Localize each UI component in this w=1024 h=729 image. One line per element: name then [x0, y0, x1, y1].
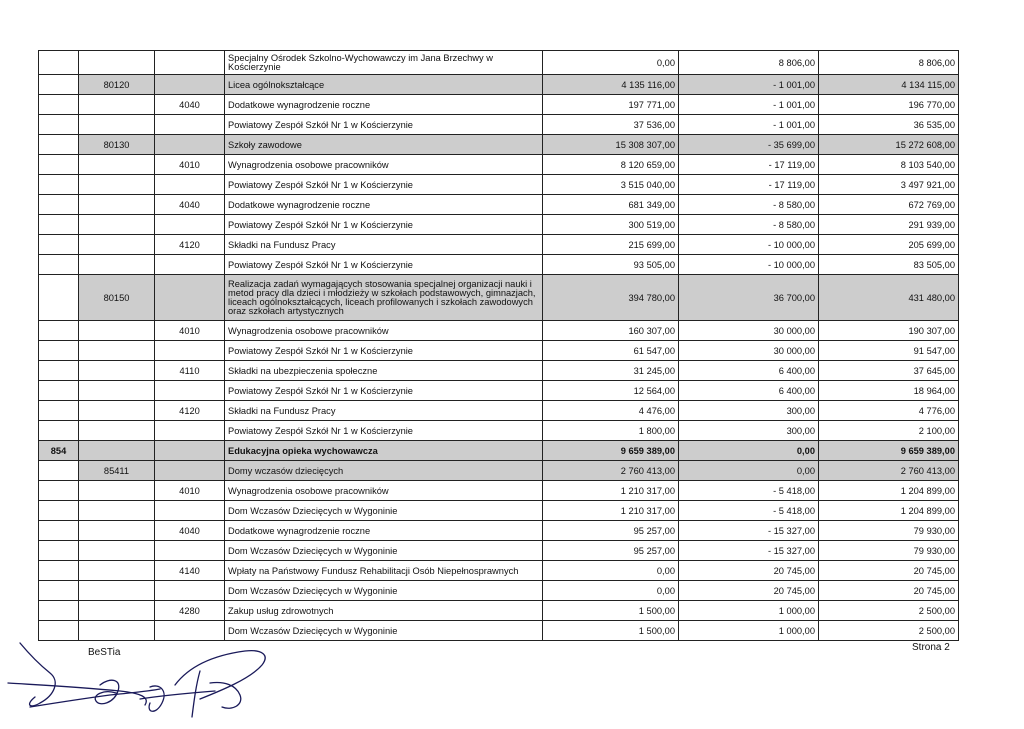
rozdzial-code-cell: [79, 95, 155, 115]
dzial-code-cell: [39, 75, 79, 95]
dzial-code-cell: [39, 95, 79, 115]
paragraf-code-cell: [155, 581, 225, 601]
budget-table: [38, 50, 959, 641]
dzial-code-cell: [39, 215, 79, 235]
paragraf-code-cell: 4110: [155, 361, 225, 381]
dzial-code-cell: [39, 51, 79, 75]
dzial-code-cell: [39, 561, 79, 581]
amount-after-change-cell: 79 930,00: [819, 521, 959, 541]
table-row: [39, 75, 959, 95]
rozdzial-code-cell: [79, 195, 155, 215]
table-row: [39, 601, 959, 621]
plan-amount-cell: 2 760 413,00: [543, 461, 679, 481]
paragraf-code-cell: [155, 115, 225, 135]
signature: [0, 625, 280, 729]
change-amount-cell: 6 400,00: [679, 381, 819, 401]
change-amount-cell: - 8 580,00: [679, 195, 819, 215]
table-row: [39, 255, 959, 275]
plan-amount-cell: 12 564,00: [543, 381, 679, 401]
change-amount-cell: - 17 119,00: [679, 155, 819, 175]
plan-amount-cell: 1 210 317,00: [543, 481, 679, 501]
table-row: [39, 401, 959, 421]
change-amount-cell: 8 806,00: [679, 51, 819, 75]
item-name-cell: Składki na Fundusz Pracy: [225, 401, 543, 421]
dzial-code-cell: [39, 321, 79, 341]
table-row: [39, 95, 959, 115]
rozdzial-code-cell: [79, 441, 155, 461]
item-name-cell: Licea ogólnokształcące: [225, 75, 543, 95]
amount-after-change-cell: 18 964,00: [819, 381, 959, 401]
change-amount-cell: 300,00: [679, 401, 819, 421]
dzial-code-cell: [39, 401, 79, 421]
dzial-code-cell: [39, 541, 79, 561]
table-row: [39, 195, 959, 215]
item-name-cell: Powiatowy Zespół Szkół Nr 1 w Kościerzynie: [225, 215, 543, 235]
change-amount-cell: 36 700,00: [679, 275, 819, 321]
paragraf-code-cell: 4010: [155, 481, 225, 501]
rozdzial-code-cell: [79, 51, 155, 75]
plan-amount-cell: 93 505,00: [543, 255, 679, 275]
change-amount-cell: - 5 418,00: [679, 501, 819, 521]
item-name-cell: Powiatowy Zespół Szkół Nr 1 w Kościerzynie: [225, 341, 543, 361]
dzial-code-cell: [39, 361, 79, 381]
amount-after-change-cell: 8 806,00: [819, 51, 959, 75]
table-row: [39, 561, 959, 581]
table-row: [39, 275, 959, 321]
amount-after-change-cell: 37 645,00: [819, 361, 959, 381]
item-name-cell: Dom Wczasów Dziecięcych w Wygoninie: [225, 621, 543, 641]
dzial-code-cell: [39, 275, 79, 321]
amount-after-change-cell: 291 939,00: [819, 215, 959, 235]
plan-amount-cell: 300 519,00: [543, 215, 679, 235]
change-amount-cell: - 1 001,00: [679, 95, 819, 115]
paragraf-code-cell: [155, 501, 225, 521]
item-name-cell: Szkoły zawodowe: [225, 135, 543, 155]
dzial-code-cell: [39, 175, 79, 195]
item-name-cell: Domy wczasów dziecięcych: [225, 461, 543, 481]
rozdzial-code-cell: [79, 175, 155, 195]
rozdzial-code-cell: [79, 601, 155, 621]
table-row: [39, 441, 959, 461]
amount-after-change-cell: 2 500,00: [819, 601, 959, 621]
paragraf-code-cell: 4010: [155, 155, 225, 175]
dzial-code-cell: [39, 255, 79, 275]
amount-after-change-cell: 672 769,00: [819, 195, 959, 215]
change-amount-cell: - 1 001,00: [679, 115, 819, 135]
change-amount-cell: - 17 119,00: [679, 175, 819, 195]
item-name-cell: Powiatowy Zespół Szkół Nr 1 w Kościerzynie: [225, 255, 543, 275]
item-name-cell: Wpłaty na Państwowy Fundusz Rehabilitacji Osób Niepełnosprawnych: [225, 561, 543, 581]
rozdzial-code-cell: [79, 215, 155, 235]
plan-amount-cell: 1 800,00: [543, 421, 679, 441]
paragraf-code-cell: [155, 255, 225, 275]
change-amount-cell: - 5 418,00: [679, 481, 819, 501]
dzial-code-cell: [39, 115, 79, 135]
plan-amount-cell: 0,00: [543, 561, 679, 581]
table-row: [39, 175, 959, 195]
dzial-code-cell: 854: [39, 441, 79, 461]
table-row: [39, 481, 959, 501]
paragraf-code-cell: 4040: [155, 195, 225, 215]
rozdzial-code-cell: [79, 235, 155, 255]
dzial-code-cell: [39, 195, 79, 215]
dzial-code-cell: [39, 135, 79, 155]
plan-amount-cell: 31 245,00: [543, 361, 679, 381]
rozdzial-code-cell: [79, 321, 155, 341]
paragraf-code-cell: [155, 51, 225, 75]
item-name-cell: Powiatowy Zespół Szkół Nr 1 w Kościerzynie: [225, 421, 543, 441]
rozdzial-code-cell: [79, 115, 155, 135]
table-row: [39, 135, 959, 155]
rozdzial-code-cell: [79, 421, 155, 441]
paragraf-code-cell: [155, 175, 225, 195]
rozdzial-code-cell: [79, 481, 155, 501]
amount-after-change-cell: 431 480,00: [819, 275, 959, 321]
plan-amount-cell: 95 257,00: [543, 541, 679, 561]
paragraf-code-cell: [155, 341, 225, 361]
paragraf-code-cell: 4120: [155, 235, 225, 255]
rozdzial-code-cell: 80150: [79, 275, 155, 321]
item-name-cell: Powiatowy Zespół Szkół Nr 1 w Kościerzynie: [225, 115, 543, 135]
paragraf-code-cell: [155, 215, 225, 235]
item-name-cell: Wynagrodzenia osobowe pracowników: [225, 481, 543, 501]
item-name-cell: Edukacyjna opieka wychowawcza: [225, 441, 543, 461]
paragraf-code-cell: [155, 75, 225, 95]
change-amount-cell: 300,00: [679, 421, 819, 441]
amount-after-change-cell: 91 547,00: [819, 341, 959, 361]
rozdzial-code-cell: [79, 361, 155, 381]
amount-after-change-cell: 15 272 608,00: [819, 135, 959, 155]
paragraf-code-cell: 4280: [155, 601, 225, 621]
item-name-cell: Powiatowy Zespół Szkół Nr 1 w Kościerzynie: [225, 381, 543, 401]
change-amount-cell: 0,00: [679, 441, 819, 461]
table-row: [39, 341, 959, 361]
rozdzial-code-cell: [79, 401, 155, 421]
item-name-cell: Powiatowy Zespół Szkół Nr 1 w Kościerzynie: [225, 175, 543, 195]
item-name-cell: Dodatkowe wynagrodzenie roczne: [225, 521, 543, 541]
item-name-cell: Składki na ubezpieczenia społeczne: [225, 361, 543, 381]
amount-after-change-cell: 1 204 899,00: [819, 501, 959, 521]
table-row: [39, 361, 959, 381]
change-amount-cell: - 15 327,00: [679, 541, 819, 561]
rozdzial-code-cell: [79, 521, 155, 541]
paragraf-code-cell: [155, 461, 225, 481]
amount-after-change-cell: 205 699,00: [819, 235, 959, 255]
table-row: [39, 461, 959, 481]
amount-after-change-cell: 2 500,00: [819, 621, 959, 641]
change-amount-cell: 0,00: [679, 461, 819, 481]
table-row: [39, 521, 959, 541]
plan-amount-cell: 681 349,00: [543, 195, 679, 215]
paragraf-code-cell: 4040: [155, 95, 225, 115]
plan-amount-cell: 0,00: [543, 51, 679, 75]
amount-after-change-cell: 20 745,00: [819, 581, 959, 601]
table-row: [39, 581, 959, 601]
plan-amount-cell: 4 476,00: [543, 401, 679, 421]
plan-amount-cell: 8 120 659,00: [543, 155, 679, 175]
table-row: [39, 155, 959, 175]
rozdzial-code-cell: [79, 541, 155, 561]
paragraf-code-cell: [155, 421, 225, 441]
paragraf-code-cell: [155, 541, 225, 561]
footer-page-number: Strona 2: [912, 642, 950, 653]
item-name-cell: Dom Wczasów Dziecięcych w Wygoninie: [225, 581, 543, 601]
amount-after-change-cell: 20 745,00: [819, 561, 959, 581]
rozdzial-code-cell: [79, 581, 155, 601]
plan-amount-cell: 15 308 307,00: [543, 135, 679, 155]
table-row: [39, 51, 959, 75]
item-name-cell: Dodatkowe wynagrodzenie roczne: [225, 195, 543, 215]
paragraf-code-cell: 4140: [155, 561, 225, 581]
rozdzial-code-cell: [79, 381, 155, 401]
plan-amount-cell: 1 500,00: [543, 601, 679, 621]
item-name-cell: Wynagrodzenia osobowe pracowników: [225, 155, 543, 175]
change-amount-cell: - 10 000,00: [679, 235, 819, 255]
change-amount-cell: - 1 001,00: [679, 75, 819, 95]
table-row: [39, 115, 959, 135]
rozdzial-code-cell: [79, 155, 155, 175]
change-amount-cell: 20 745,00: [679, 561, 819, 581]
paragraf-code-cell: [155, 381, 225, 401]
change-amount-cell: - 15 327,00: [679, 521, 819, 541]
amount-after-change-cell: 1 204 899,00: [819, 481, 959, 501]
dzial-code-cell: [39, 501, 79, 521]
plan-amount-cell: 160 307,00: [543, 321, 679, 341]
item-name-cell: Wynagrodzenia osobowe pracowników: [225, 321, 543, 341]
plan-amount-cell: 95 257,00: [543, 521, 679, 541]
paragraf-code-cell: [155, 275, 225, 321]
table-row: [39, 215, 959, 235]
dzial-code-cell: [39, 155, 79, 175]
amount-after-change-cell: 2 760 413,00: [819, 461, 959, 481]
amount-after-change-cell: 83 505,00: [819, 255, 959, 275]
plan-amount-cell: 9 659 389,00: [543, 441, 679, 461]
plan-amount-cell: 197 771,00: [543, 95, 679, 115]
amount-after-change-cell: 8 103 540,00: [819, 155, 959, 175]
change-amount-cell: 30 000,00: [679, 321, 819, 341]
dzial-code-cell: [39, 481, 79, 501]
amount-after-change-cell: 196 770,00: [819, 95, 959, 115]
plan-amount-cell: 61 547,00: [543, 341, 679, 361]
rozdzial-code-cell: [79, 255, 155, 275]
plan-amount-cell: 0,00: [543, 581, 679, 601]
amount-after-change-cell: 79 930,00: [819, 541, 959, 561]
rozdzial-code-cell: [79, 561, 155, 581]
item-name-cell: Zakup usług zdrowotnych: [225, 601, 543, 621]
item-name-cell: Dom Wczasów Dziecięcych w Wygoninie: [225, 541, 543, 561]
item-name-cell: Składki na Fundusz Pracy: [225, 235, 543, 255]
amount-after-change-cell: 3 497 921,00: [819, 175, 959, 195]
amount-after-change-cell: 9 659 389,00: [819, 441, 959, 461]
rozdzial-code-cell: 85411: [79, 461, 155, 481]
table-row: [39, 321, 959, 341]
amount-after-change-cell: 4 134 115,00: [819, 75, 959, 95]
item-name-cell: Dom Wczasów Dziecięcych w Wygoninie: [225, 501, 543, 521]
dzial-code-cell: [39, 381, 79, 401]
amount-after-change-cell: 36 535,00: [819, 115, 959, 135]
paragraf-code-cell: [155, 441, 225, 461]
amount-after-change-cell: 2 100,00: [819, 421, 959, 441]
rozdzial-code-cell: [79, 501, 155, 521]
paragraf-code-cell: [155, 135, 225, 155]
plan-amount-cell: 4 135 116,00: [543, 75, 679, 95]
item-name-cell: Specjalny Ośrodek Szkolno-Wychowawczy im Jana Brzechwy w Kościerzynie: [225, 51, 543, 75]
item-name-cell: Realizacja zadań wymagających stosowania specjalnej organizacji nauki i metod pracy dla dzieci i młodzieży w szkołach podstawowych, gimnazjach, liceach ogólnokształcących, liceach profilowanych i szkołach zawodowych oraz szkołach artystycznych: [225, 275, 543, 321]
plan-amount-cell: 1 500,00: [543, 621, 679, 641]
paragraf-code-cell: 4010: [155, 321, 225, 341]
dzial-code-cell: [39, 581, 79, 601]
plan-amount-cell: 37 536,00: [543, 115, 679, 135]
change-amount-cell: - 8 580,00: [679, 215, 819, 235]
change-amount-cell: 1 000,00: [679, 601, 819, 621]
table-row: [39, 501, 959, 521]
plan-amount-cell: 3 515 040,00: [543, 175, 679, 195]
plan-amount-cell: 394 780,00: [543, 275, 679, 321]
change-amount-cell: 1 000,00: [679, 621, 819, 641]
table-row: [39, 381, 959, 401]
change-amount-cell: 20 745,00: [679, 581, 819, 601]
table-row: [39, 235, 959, 255]
change-amount-cell: - 10 000,00: [679, 255, 819, 275]
rozdzial-code-cell: 80120: [79, 75, 155, 95]
dzial-code-cell: [39, 461, 79, 481]
plan-amount-cell: 1 210 317,00: [543, 501, 679, 521]
footer-software-label: BeSTia: [88, 647, 121, 658]
change-amount-cell: 30 000,00: [679, 341, 819, 361]
paragraf-code-cell: 4040: [155, 521, 225, 541]
rozdzial-code-cell: [79, 341, 155, 361]
change-amount-cell: 6 400,00: [679, 361, 819, 381]
paragraf-code-cell: 4120: [155, 401, 225, 421]
dzial-code-cell: [39, 521, 79, 541]
dzial-code-cell: [39, 421, 79, 441]
dzial-code-cell: [39, 235, 79, 255]
item-name-cell: Dodatkowe wynagrodzenie roczne: [225, 95, 543, 115]
rozdzial-code-cell: 80130: [79, 135, 155, 155]
dzial-code-cell: [39, 341, 79, 361]
dzial-code-cell: [39, 601, 79, 621]
table-row: [39, 541, 959, 561]
change-amount-cell: - 35 699,00: [679, 135, 819, 155]
plan-amount-cell: 215 699,00: [543, 235, 679, 255]
amount-after-change-cell: 4 776,00: [819, 401, 959, 421]
table-row: [39, 421, 959, 441]
amount-after-change-cell: 190 307,00: [819, 321, 959, 341]
